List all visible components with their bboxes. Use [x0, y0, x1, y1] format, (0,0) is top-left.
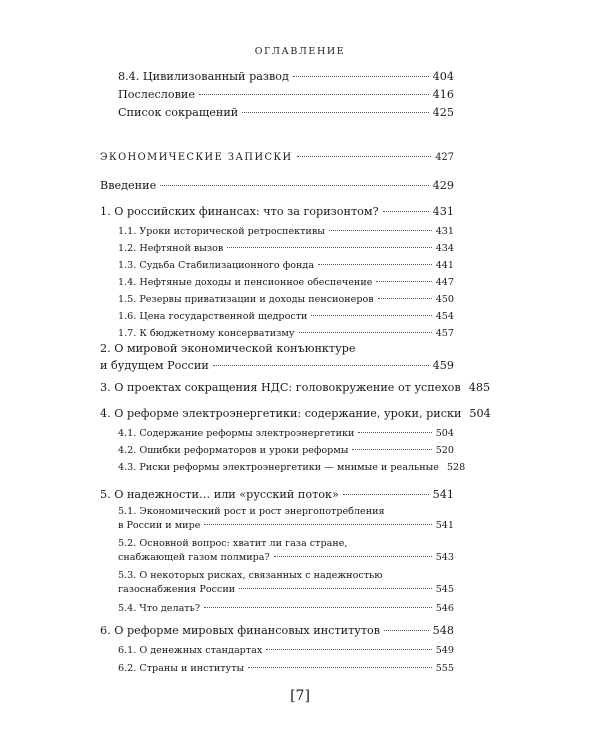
toc-entry-page: 549 [435, 645, 454, 656]
leader-dots [376, 280, 431, 282]
toc-entry [100, 624, 454, 637]
toc-entry-title: 1.5. Резервы приватизации и доходы пенсионеров [118, 294, 374, 305]
toc-entry-title-line2: газоснабжения России [118, 584, 236, 595]
leader-dots [204, 606, 432, 608]
leader-dots [297, 155, 432, 157]
leader-dots [227, 246, 431, 248]
toc-subentry [118, 328, 454, 339]
toc-subentry [118, 428, 454, 439]
leader-dots [378, 297, 432, 299]
toc-entry-page: 485 [468, 381, 491, 394]
toc-entry [118, 106, 454, 119]
toc-entry-page: 425 [432, 106, 454, 119]
toc-entry-page: 450 [435, 294, 454, 305]
toc-entry-page: 441 [435, 260, 454, 271]
toc-entry-page: 429 [432, 179, 454, 192]
toc-section [100, 152, 454, 163]
toc-subentry [118, 311, 454, 322]
toc-entry-page: 541 [435, 520, 454, 531]
toc-entry-title-line1: 5.1. Экономический рост и рост энергопотребления [118, 506, 385, 517]
toc-entry-title-line1: 5.3. О некоторых рисках, связанных с надежностью [118, 570, 383, 581]
toc-entry-title: 8.4. Цивилизованный развод [118, 70, 289, 83]
toc-entry-title-line2: в России и мире [118, 520, 201, 531]
leader-dots [358, 431, 431, 433]
leader-dots [352, 448, 431, 450]
toc-entry [100, 340, 454, 374]
toc-entry-title: 1.2. Нефтяной вызов [118, 243, 224, 254]
leader-dots [213, 364, 429, 366]
toc-entry-page: 520 [435, 445, 454, 456]
toc-entry-title: 5. О надежности… или «русский поток» [100, 488, 339, 501]
leader-dots [293, 75, 429, 77]
toc-entry-page: 545 [435, 584, 454, 595]
toc-entry-title: 4. О реформе электроэнергетики: содержание, уроки, риски [100, 407, 462, 420]
toc-entry [100, 407, 491, 420]
toc-entry-page: 454 [435, 311, 454, 322]
toc-entry [100, 179, 454, 192]
toc-entry-title: 3. О проектах сокращения НДС: головокружение от успехов [100, 381, 461, 394]
toc-entry-title: 5.4. Что делать? [118, 603, 200, 614]
toc-entry-page: 459 [432, 359, 454, 372]
toc-entry-title-line1: 5.2. Основной вопрос: хватит ли газа стране, [118, 538, 348, 549]
toc-entry-title: 1.6. Цена государственной щедрости [118, 311, 308, 322]
toc-subentry [118, 226, 454, 237]
toc-entry-page: 504 [435, 428, 454, 439]
toc-subentry [118, 603, 454, 614]
toc-entry-title: 6. О реформе мировых финансовых институтов [100, 624, 381, 637]
toc-entry [100, 205, 454, 218]
page-header: ОГЛАВЛЕНИЕ [254, 46, 346, 57]
leader-dots [204, 523, 431, 525]
leader-dots [329, 229, 432, 231]
leader-dots [343, 493, 429, 495]
toc-entry-page: 447 [435, 277, 454, 288]
toc-entry-page: 427 [435, 152, 454, 163]
toc-subentry [118, 277, 454, 288]
leader-dots [248, 666, 432, 668]
toc-entry-page: 543 [435, 552, 454, 563]
toc-entry-title: Список сокращений [118, 106, 239, 119]
toc-entry-title-line2: снабжающей газом полмира? [118, 552, 270, 563]
toc-entry-page: 416 [432, 88, 454, 101]
toc-entry-title: 4.1. Содержание реформы электроэнергетики [118, 428, 355, 439]
toc-subentry [118, 645, 454, 656]
toc-entry-page: 504 [469, 407, 491, 420]
toc-subentry [118, 243, 454, 254]
toc-entry-page: 548 [432, 624, 454, 637]
leader-dots [160, 184, 428, 186]
toc-entry-page: 555 [435, 663, 454, 674]
toc-subentry [118, 462, 466, 473]
toc-entry-page: 541 [432, 488, 454, 501]
toc-entry-title: 4.2. Ошибки реформаторов и уроки реформы [118, 445, 349, 456]
toc-entry [118, 70, 454, 83]
toc-entry-page: 404 [432, 70, 454, 83]
toc-entry [100, 381, 491, 394]
toc-entry-title: 1.7. К бюджетному консерватизму [118, 328, 295, 339]
leader-dots [266, 648, 431, 650]
toc-entry [100, 488, 454, 501]
toc-entry-title: 1.4. Нефтяные доходы и пенсионное обеспечение [118, 277, 373, 288]
toc-subentry [118, 505, 454, 533]
toc-entry-page: 434 [435, 243, 454, 254]
toc-subentry [118, 663, 454, 674]
leader-dots [199, 93, 429, 95]
toc-entry-title-line2: и будущем России [100, 359, 209, 372]
toc-entry-page: 431 [432, 205, 454, 218]
toc-entry-title-line1: 2. О мировой экономической конъюнктуре [100, 342, 356, 355]
toc-entry-title: 6.2. Страны и институты [118, 663, 245, 674]
leader-dots [318, 263, 432, 265]
leader-dots [311, 314, 431, 316]
toc-entry-title: Введение [100, 179, 157, 192]
toc-entry-title: 6.1. О денежных стандартах [118, 645, 263, 656]
toc-entry-title: Послесловие [118, 88, 195, 101]
toc-entry-page: 528 [446, 462, 466, 473]
toc-subentry [118, 537, 454, 565]
section-title: ЭКОНОМИЧЕСКИЕ ЗАПИСКИ [100, 152, 293, 163]
toc-entry-page: 546 [435, 603, 454, 614]
toc-entry-title: 1. О российских финансах: что за горизонтом? [100, 205, 379, 218]
leader-dots [299, 331, 432, 333]
toc-entry [118, 88, 454, 101]
leader-dots [239, 587, 432, 589]
toc-subentry [118, 569, 454, 597]
page-number: [7] [290, 688, 310, 704]
leader-dots [384, 629, 429, 631]
toc-subentry [118, 445, 454, 456]
toc-entry-title: 1.3. Судьба Стабилизационного фонда [118, 260, 315, 271]
toc-entry-title: 4.3. Риски реформы электроэнергетики — мнимые и реальные [118, 462, 439, 473]
toc-entry-title: 1.1. Уроки исторической ретроспективы [118, 226, 325, 237]
toc-subentry [118, 260, 454, 271]
toc-entry-page: 457 [435, 328, 454, 339]
toc-entry-page: 431 [435, 226, 454, 237]
toc-subentry [118, 294, 454, 305]
leader-dots [383, 210, 429, 212]
leader-dots [242, 111, 428, 113]
leader-dots [274, 555, 432, 557]
